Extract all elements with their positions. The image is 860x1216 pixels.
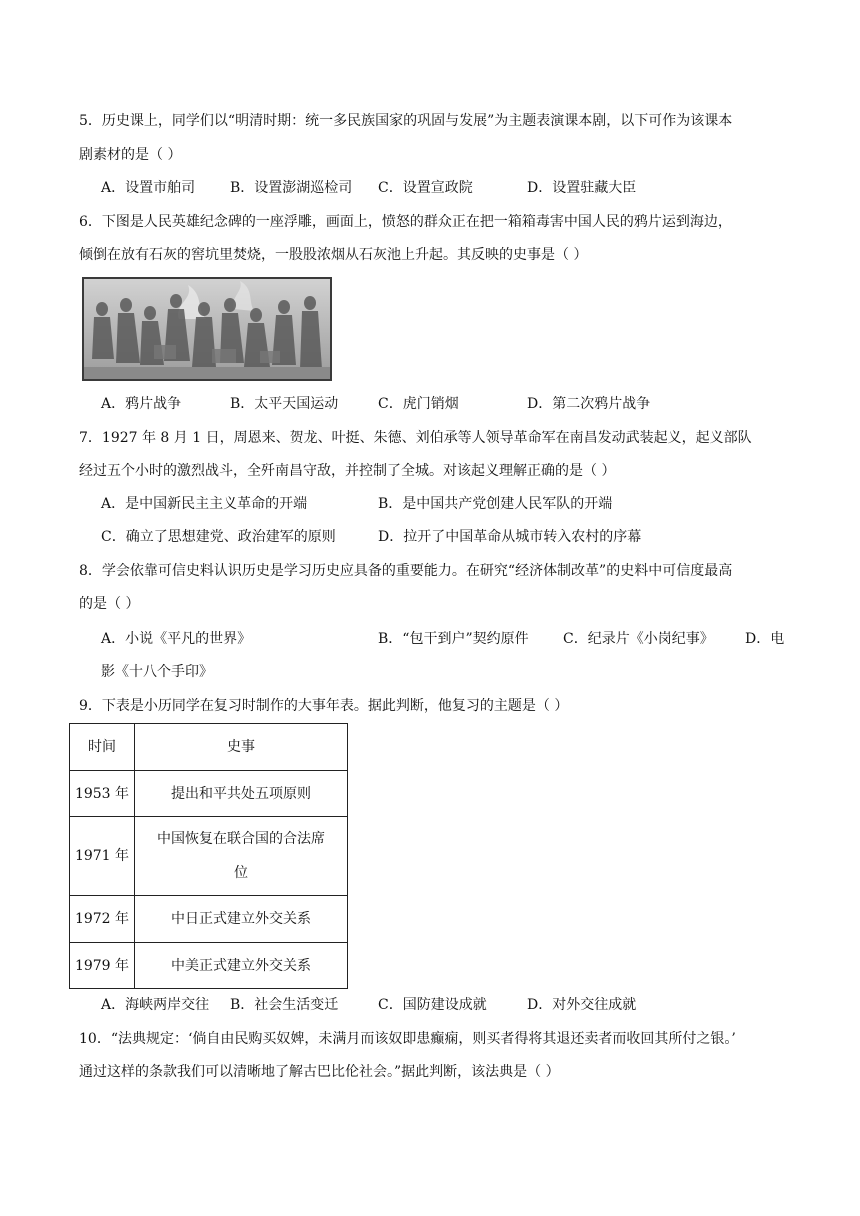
table-cell-year: 1979 年 [70, 943, 135, 989]
q6-option-b: B．太平天国运动 [230, 396, 339, 412]
q5-option-a: A．设置市舶司 [101, 180, 196, 196]
table-cell-event: 提出和平共处五项原则 [135, 771, 348, 817]
q6-option-a: A．鸦片战争 [101, 396, 182, 412]
table-row [70, 817, 348, 896]
table-cell-event: 中日正式建立外交关系 [135, 896, 348, 943]
q9-option-d: D．对外交往成就 [527, 997, 637, 1013]
q5-stem-line1: 5．历史课上，同学们以“明清时期：统一多民族国家的巩固与发展”为主题表演课本剧，以下可作为该课本 [79, 113, 733, 129]
q7-option-c: C．确立了思想建党、政治建军的原则 [101, 529, 336, 545]
table-cell-event-line1: 中国恢复在联合国的合法席 [157, 831, 325, 847]
q5-option-c: C．设置宣政院 [378, 180, 473, 196]
table-row [70, 771, 348, 817]
q8-option-d-part1: D．电 [745, 631, 785, 647]
q6-stem-line1: 6．下图是人民英雄纪念碑的一座浮雕，画面上，愤怒的群众正在把一箱箱毒害中国人民的鸦片运到海边， [79, 214, 732, 230]
table-header-event: 史事 [135, 724, 348, 771]
table-cell-year: 1971 年 [70, 817, 135, 896]
q6-option-d: D．第二次鸦片战争 [527, 396, 651, 412]
q7-option-d: D．拉开了中国革命从城市转入农村的序幕 [378, 529, 642, 545]
q7-option-a: A．是中国新民主主义革命的开端 [101, 496, 308, 512]
table-cell-event [135, 817, 348, 896]
q10-stem-line2: 通过这样的条款我们可以清晰地了解古巴比伦社会。”据此判断，该法典是（ ） [79, 1064, 560, 1080]
table-row [70, 943, 348, 989]
table-cell-event-line2: 位 [234, 865, 248, 881]
q8-option-d-part2: 影《十八个手印》 [101, 664, 213, 680]
q9-option-c: C．国防建设成就 [378, 997, 487, 1013]
q8-stem-line1: 8．学会依靠可信史料认识历史是学习历史应具备的重要能力。在研究“经济体制改革”的史料中可信度最高 [79, 563, 733, 579]
q8-stem-line2: 的是（ ） [79, 596, 140, 612]
timeline-table [69, 723, 348, 989]
table-header-time: 时间 [70, 724, 135, 771]
q7-stem-line1: 7．1927 年 8 月 1 日，周恩来、贺龙、叶挺、朱德、刘伯承等人领导革命军在南昌发动武装起义，起义部队 [79, 430, 752, 446]
q8-option-b: B．“包干到户”契约原件 [378, 631, 529, 647]
q8-option-c: C．纪录片《小岗纪事》 [563, 631, 714, 647]
q7-option-b: B．是中国共产党创建人民军队的开端 [378, 496, 613, 512]
table-cell-year: 1972 年 [70, 896, 135, 943]
table-row [70, 896, 348, 943]
table-cell-event: 中美正式建立外交关系 [135, 943, 348, 989]
q5-stem-line2: 剧素材的是（ ） [79, 147, 182, 163]
q10-stem-line1: 10．“法典规定：‘倘自由民购买奴婢，未满月而该奴即患癫痫，则买者得将其退还卖者而收回其所付之银。’ [79, 1031, 736, 1047]
q6-stem-line2: 倾倒在放有石灰的窖坑里焚烧，一股股浓烟从石灰池上升起。其反映的史事是（ ） [79, 247, 588, 263]
table-cell-year: 1953 年 [70, 771, 135, 817]
relief-illustration [84, 279, 330, 379]
q8-option-a: A．小说《平凡的世界》 [101, 631, 252, 647]
q7-stem-line2: 经过五个小时的激烈战斗，全歼南昌守敌，并控制了全城。对该起义理解正确的是（ ） [79, 463, 616, 479]
q6-option-c: C．虎门销烟 [378, 396, 459, 412]
table-header-row [70, 724, 348, 771]
q5-option-d: D．设置驻藏大臣 [527, 180, 637, 196]
q9-option-b: B．社会生活变迁 [230, 997, 339, 1013]
q5-option-b: B．设置澎湖巡检司 [230, 180, 353, 196]
q9-option-a: A．海峡两岸交往 [101, 997, 210, 1013]
q9-stem: 9．下表是小历同学在复习时制作的大事年表。据此判断，他复习的主题是（ ） [79, 698, 569, 714]
monument-relief-image [82, 277, 332, 381]
